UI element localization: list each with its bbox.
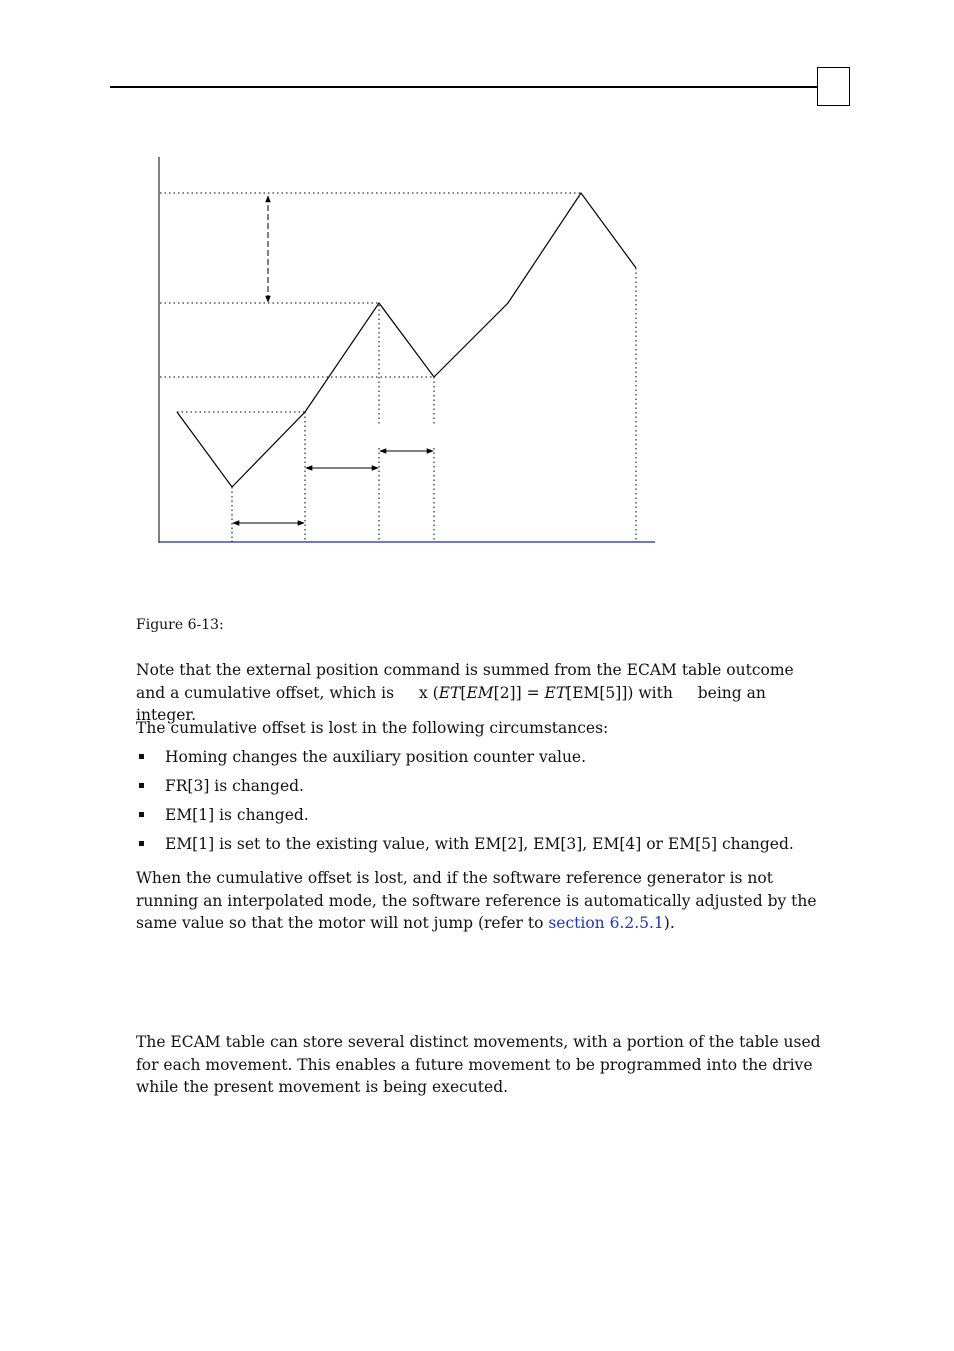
position-curve	[177, 193, 636, 487]
lost-intro: The cumulative offset is lost in the following circumstances:	[136, 719, 609, 737]
adjust-paragraph: When the cumulative offset is lost, and if the software reference generator is not running an interpolated mode, the software reference is automatically adjusted by the same value so that the motor will not jump (refer to section 6.2.5.1).	[136, 869, 817, 932]
offset-lost-list	[136, 746, 794, 862]
ecam-offset-figure	[0, 0, 954, 600]
bullet-icon	[139, 754, 144, 759]
list-item: EM[1] is changed.	[136, 804, 794, 833]
note-paragraph: Note that the external position command is summed from the ECAM table outcome and a cumulative offset, which is x (ET[EM[2]] = ET[EM[5]]) with being an integer.	[136, 661, 794, 724]
ecam-paragraph: The ECAM table can store several distinct movements, with a portion of the table used for each movement. This enables a future movement to be programmed into the drive while the present movement is being executed.	[136, 1033, 821, 1096]
horizontal-reference-lines	[160, 193, 580, 412]
vertical-reference-lines	[232, 268, 636, 542]
bullet-icon	[139, 841, 144, 846]
bullet-icon	[139, 783, 144, 788]
section-link[interactable]: section 6.2.5.1	[548, 914, 664, 932]
list-item: EM[1] is set to the existing value, with EM[2], EM[3], EM[4] or EM[5] changed.	[136, 833, 794, 862]
bullet-icon	[139, 812, 144, 817]
figure-caption: Figure 6-13:	[136, 617, 224, 633]
list-item: Homing changes the auxiliary position counter value.	[136, 746, 794, 775]
list-item: FR[3] is changed.	[136, 775, 794, 804]
